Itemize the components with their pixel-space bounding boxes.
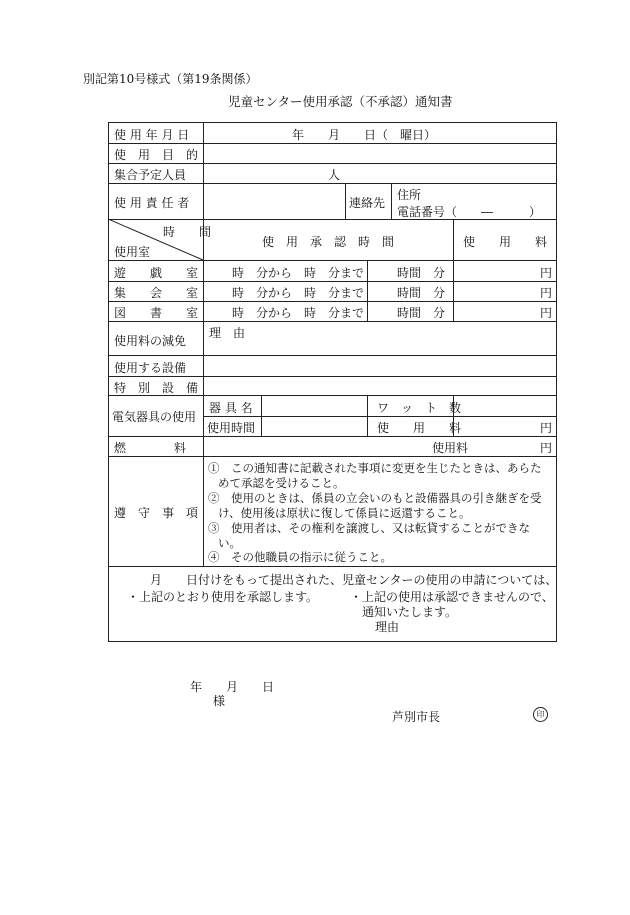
rule-line: ④ その他職員の指示に従うこと。 xyxy=(208,550,392,564)
manager-name-field[interactable] xyxy=(206,186,343,217)
room-hours: 時間 分 xyxy=(397,286,446,300)
addressee-suffix: 様 xyxy=(213,694,226,708)
room-time: 時 分から 時 分まで xyxy=(232,306,365,320)
seal-icon: 印 xyxy=(533,707,548,722)
address-label: 住所 xyxy=(397,188,422,202)
electric-yen: 円 xyxy=(540,421,553,435)
deny-option[interactable]: ・上記の使用は承認できませんので、 xyxy=(350,590,554,604)
rule-line: ① この通知書に記載された事項に変更を生じたときは、あらた xyxy=(208,461,542,475)
date-label: 使 用 年 月 日 xyxy=(114,128,190,142)
room-name: 図 書 室 xyxy=(114,306,199,320)
room-hours: 時間 分 xyxy=(397,266,446,280)
room-hours: 時間 分 xyxy=(397,306,446,320)
approval-time-header: 使 用 承 認 時 間 xyxy=(262,235,395,249)
room-yen: 円 xyxy=(540,306,553,320)
rule-line: ③ 使用者は、その権利を譲渡し、又は転貸することができな xyxy=(208,521,530,535)
manager-label: 使 用 責 任 者 xyxy=(114,196,190,210)
fuel-fee-label: 使用料 xyxy=(432,441,469,455)
approve-option[interactable]: ・上記のとおり使用を承認します。 xyxy=(127,590,319,604)
fuel-yen: 円 xyxy=(540,441,553,455)
rule-line: け、使用後は原状に復して係員に返還すること。 xyxy=(218,506,471,520)
notice-line: 月 日付けをもって提出された、児童センターの使用の申請については、 xyxy=(150,573,558,587)
room-yen: 円 xyxy=(540,266,553,280)
date-value: 年 月 日（ 曜日） xyxy=(292,128,437,142)
deny-option-cont: 通知いたします。 xyxy=(362,605,458,619)
electric-label: 電気器具の使用 xyxy=(112,410,197,424)
room-yen: 円 xyxy=(540,286,553,300)
electric-fee-label: 使 用 料 xyxy=(377,421,462,435)
rule-line: めて承認を受けること。 xyxy=(218,476,345,490)
fee-header: 使 用 料 xyxy=(463,235,548,249)
equipment-label: 使用する設備 xyxy=(114,361,187,375)
purpose-label: 使 用 目 的 xyxy=(114,148,199,162)
purpose-field[interactable] xyxy=(206,145,554,162)
diag-room-label: 使用室 xyxy=(114,245,151,259)
rule-line: い。 xyxy=(218,536,241,550)
attendees-label: 集合予定人員 xyxy=(114,168,187,182)
reduction-reason-label: 理 由 xyxy=(209,326,246,340)
reduction-label: 使用料の減免 xyxy=(114,334,187,348)
rules-label: 遵 守 事 項 xyxy=(114,506,199,520)
diag-time-label: 時 間 xyxy=(163,225,212,239)
watt-label: ワ ッ ト 数 xyxy=(377,401,462,415)
phone-label: 電話番号（ ― ） xyxy=(397,205,542,219)
room-name: 遊 戯 室 xyxy=(114,266,199,280)
fuel-label: 燃 料 xyxy=(114,441,187,455)
form-id: 別記第10号様式（第19条関係） xyxy=(83,72,258,86)
rule-line: ② 使用のときは、係員の立会いのもと設備器具の引き継ぎを受 xyxy=(208,491,542,505)
room-time: 時 分から 時 分まで xyxy=(232,286,365,300)
room-name: 集 会 室 xyxy=(114,286,199,300)
room-time: 時 分から 時 分まで xyxy=(232,266,365,280)
document-title: 児童センター使用承認（不承認）通知書 xyxy=(228,94,453,109)
use-time-label: 使用時間 xyxy=(207,421,256,435)
deny-reason-label: 理由 xyxy=(375,620,400,634)
special-equipment-label: 特 別 設 備 xyxy=(114,381,199,395)
contact-label: 連絡先 xyxy=(349,196,386,210)
attendees-unit: 人 xyxy=(328,168,341,182)
issue-date: 年 月 日 xyxy=(190,680,275,694)
issuer-name: 芦別市長 xyxy=(392,710,441,724)
device-name-label: 器 具 名 xyxy=(209,401,253,415)
